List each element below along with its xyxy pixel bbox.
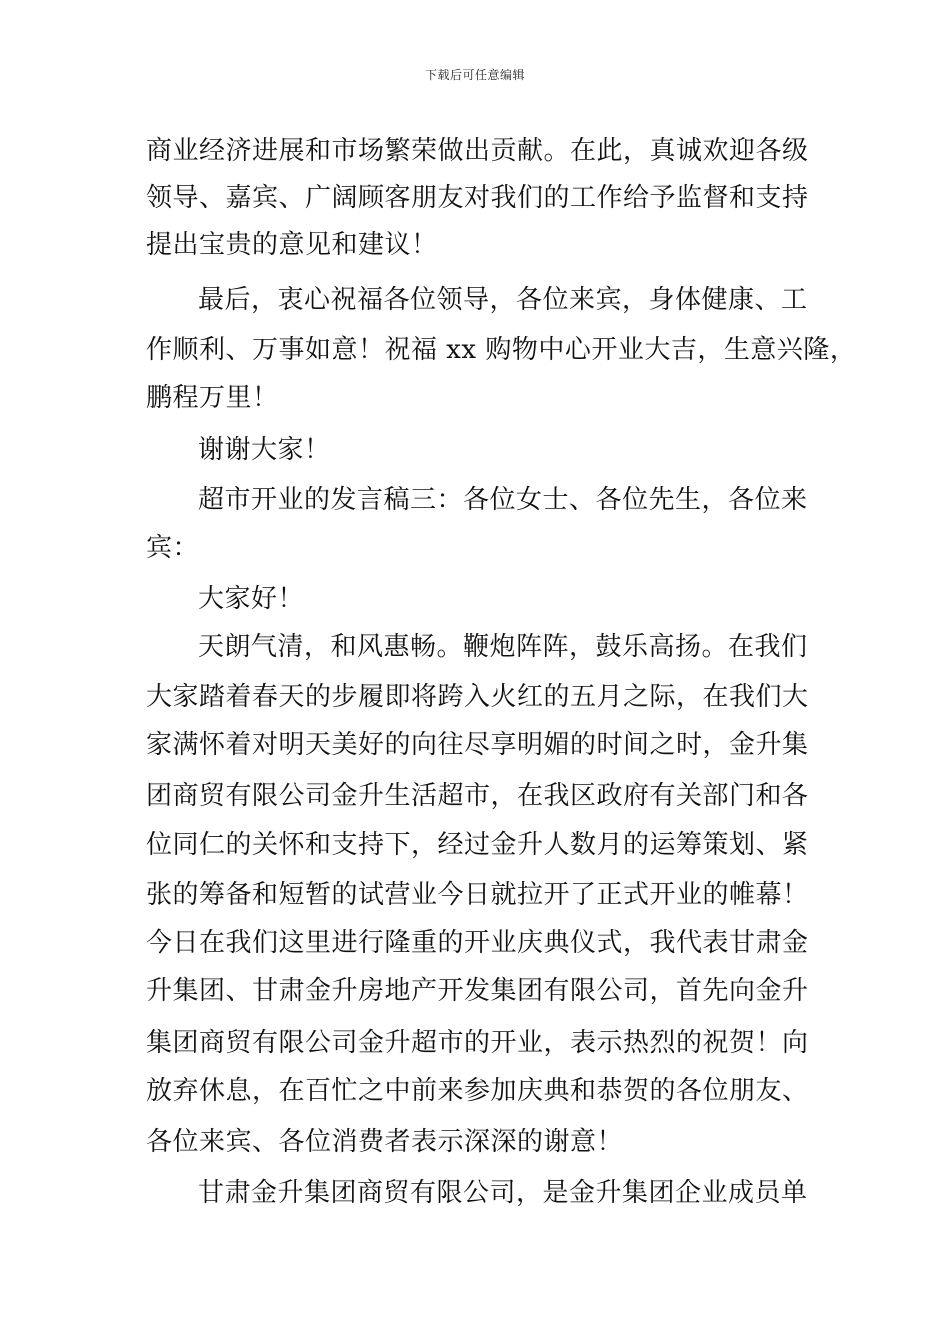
body-line-18: 升集团、甘肃金升房地产开发集团有限公司，首先向金升: [146, 976, 809, 1006]
body-line-22: 甘肃金升集团商贸有限公司，是金升集团企业成员单: [198, 1178, 808, 1208]
body-line-4: 最后，衷心祝福各位领导，各位来宾，身体健康、工: [198, 285, 808, 315]
body-line-20: 放弃休息，在百忙之中前来参加庆典和恭贺的各位朋友、: [146, 1076, 809, 1106]
body-line-12: 大家踏着春天的步履即将跨入火红的五月之际，在我们大: [146, 682, 809, 712]
body-line-9: 宾：: [146, 533, 200, 563]
body-line-3: 提出宝贵的意见和建议！: [146, 230, 438, 260]
body-line-10: 大家好！: [198, 584, 305, 614]
body-line-15: 位同仁的关怀和支持下，经过金升人数月的运筹策划、紧: [146, 830, 809, 860]
body-line-16: 张的筹备和短暂的试营业今日就拉开了正式开业的帷幕！: [146, 880, 809, 910]
body-line-5: 作顺利、万事如意！祝福 xx 购物中心开业大吉，生意兴隆，: [146, 335, 857, 365]
body-line-14: 团商贸有限公司金升生活超市，在我区政府有关部门和各: [146, 781, 809, 811]
body-line-21: 各位来宾、各位消费者表示深深的谢意！: [146, 1127, 624, 1157]
body-line-2: 领导、嘉宾、广阔顾客朋友对我们的工作给予监督和支持: [146, 183, 809, 213]
body-line-1: 商业经济进展和市场繁荣做出贡献。在此，真诚欢迎各级: [146, 136, 809, 166]
body-line-6: 鹏程万里！: [146, 383, 279, 413]
body-line-19: 集团商贸有限公司金升超市的开业，表示热烈的祝贺！向: [146, 1028, 809, 1058]
body-line-17: 今日在我们这里进行隆重的开业庆典仪式，我代表甘肃金: [146, 928, 809, 958]
body-line-13: 家满怀着对明天美好的向往尽享明媚的时间之时，金升集: [146, 730, 809, 760]
body-line-11: 天朗气清，和风惠畅。鞭炮阵阵，鼓乐高扬。在我们: [198, 632, 808, 662]
body-line-7: 谢谢大家！: [198, 435, 331, 465]
header-note: 下载后可任意编辑: [424, 68, 525, 82]
body-line-8: 超市开业的发言稿三：各位女士、各位先生，各位来: [198, 485, 808, 515]
